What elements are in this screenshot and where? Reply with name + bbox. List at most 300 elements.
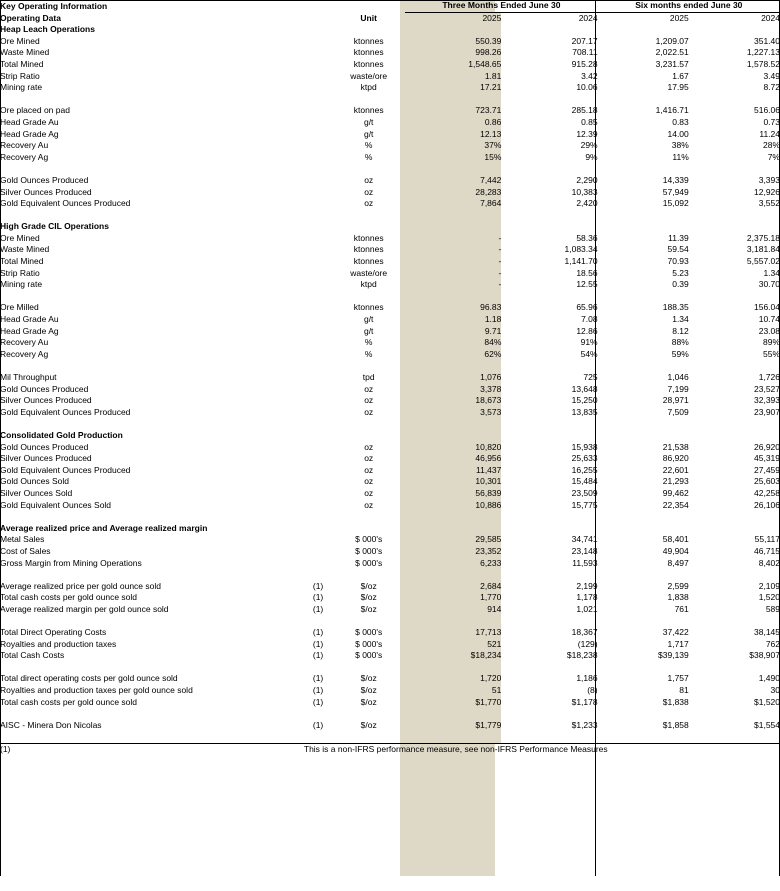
table-row	[0, 627, 780, 639]
row-note-marker	[304, 175, 332, 187]
value-q2-2025: 1,770	[405, 592, 501, 604]
row-label: Gold Equivalent Ounces Produced	[0, 464, 131, 475]
row-unit: oz	[364, 453, 374, 464]
value-ytd-2024	[689, 615, 780, 627]
row-unit	[332, 615, 405, 627]
spacer-cell	[689, 731, 780, 743]
table-row	[0, 650, 780, 662]
spacer-row	[0, 210, 780, 222]
value-ytd-2024: 26,920	[754, 441, 780, 452]
row-label: Average realized margin per gold ounce sold	[0, 603, 169, 614]
value-ytd-2024: 3.49	[763, 70, 780, 81]
value-q2-2024: $1,233	[571, 719, 598, 730]
spacer-cell	[405, 731, 501, 743]
row-unit: g/t	[363, 325, 374, 336]
value-ytd-2024: 589	[765, 603, 780, 614]
row-label: Total direct operating costs per gold ounce sold	[0, 673, 178, 684]
row-label: AISC - Minera Don Nicolas	[0, 719, 102, 730]
value-ytd-2025	[598, 662, 689, 674]
row-unit: oz	[364, 383, 374, 394]
row-note-marker	[304, 36, 332, 48]
section-header-blank	[689, 24, 780, 36]
table-row	[0, 256, 780, 268]
row-note-marker: (1)	[312, 592, 324, 603]
value-q2-2024: 23,148	[571, 545, 598, 556]
value-q2-2025	[405, 569, 501, 581]
value-ytd-2025: 1,046	[667, 372, 689, 382]
value-q2-2025: 521	[405, 639, 501, 651]
spacer-cell	[304, 731, 332, 743]
value-q2-2024: 34,741	[571, 534, 598, 545]
row-label: Silver Ounces Produced	[0, 395, 92, 406]
table-row	[0, 697, 780, 709]
row-note-marker	[304, 326, 332, 338]
value-q2-2025: 18,673	[405, 395, 501, 407]
row-unit: ktonnes	[353, 232, 384, 243]
spacer-cell	[405, 210, 501, 222]
value-ytd-2025: 11%	[672, 151, 689, 162]
row-unit: $/oz	[360, 673, 377, 684]
year-2024-ytd: 2024	[761, 12, 780, 23]
value-q2-2025: 23,352	[405, 546, 501, 558]
value-q2-2025: 550.39	[405, 36, 501, 48]
value-ytd-2025: 7,199	[667, 383, 689, 394]
value-q2-2025: $1,779	[405, 720, 501, 732]
spacer-cell	[598, 731, 689, 743]
value-q2-2025: -	[405, 233, 501, 245]
row-label	[0, 615, 304, 627]
row-note-marker	[304, 233, 332, 245]
value-q2-2025	[405, 163, 501, 175]
value-q2-2024: 10.06	[576, 82, 598, 93]
table-row	[0, 685, 780, 697]
value-q2-2025: 3,573	[405, 407, 501, 419]
table-row	[0, 198, 780, 210]
value-ytd-2025: $1,858	[662, 719, 689, 730]
row-unit: $ 000's	[355, 650, 383, 661]
spacer-cell	[332, 731, 405, 743]
row-unit: $/oz	[360, 592, 377, 603]
spacer-row	[0, 708, 780, 720]
row-unit: $/oz	[360, 696, 377, 707]
value-ytd-2025: 70.93	[667, 256, 689, 267]
row-note-marker	[304, 59, 332, 71]
value-q2-2024: 18,367	[571, 627, 598, 638]
value-ytd-2025: 58,401	[662, 534, 689, 545]
value-q2-2024: 23,509	[571, 487, 598, 498]
value-q2-2024: $1,178	[571, 696, 598, 707]
value-ytd-2025: $1,838	[662, 696, 689, 707]
table-row	[0, 395, 780, 407]
value-ytd-2024: 30	[770, 685, 780, 696]
value-q2-2024: 2,290	[576, 174, 598, 185]
value-ytd-2025: 1,757	[667, 673, 689, 684]
row-note-marker: (1)	[312, 685, 324, 696]
row-label	[0, 94, 304, 106]
value-q2-2025: 84%	[405, 337, 501, 349]
value-q2-2025: 1.81	[405, 71, 501, 83]
row-label: Head Grade Au	[0, 314, 59, 325]
row-note-marker	[304, 302, 332, 314]
row-note-marker	[304, 488, 332, 500]
row-note-marker	[304, 117, 332, 129]
row-label: Recovery Ag	[0, 348, 49, 359]
row-note-marker	[304, 314, 332, 326]
value-ytd-2025: 22,354	[662, 499, 689, 510]
section-header-blank	[689, 221, 780, 233]
row-label: Waste Mined	[0, 47, 50, 58]
row-note-marker	[304, 708, 332, 720]
value-q2-2025: $1,770	[405, 697, 501, 709]
table-row	[0, 105, 780, 117]
section-header-blank	[501, 523, 597, 535]
value-ytd-2025: 2,599	[667, 580, 689, 591]
row-unit: oz	[364, 464, 374, 475]
value-ytd-2025: 99,462	[662, 487, 689, 498]
value-ytd-2024: 1,578.52	[746, 58, 780, 69]
value-ytd-2024: 27,459	[754, 464, 780, 475]
value-q2-2024: 12.39	[576, 128, 598, 139]
value-q2-2025: -	[405, 268, 501, 280]
value-ytd-2024: 1,227.13	[746, 47, 780, 58]
value-ytd-2025	[598, 360, 689, 372]
page-title: Key Operating Information	[0, 0, 108, 11]
row-label	[0, 291, 304, 303]
value-q2-2025: 17.21	[405, 82, 501, 94]
value-ytd-2024	[689, 662, 780, 674]
value-q2-2025: 0.86	[405, 117, 501, 129]
value-q2-2025: -	[405, 244, 501, 256]
value-q2-2025: 51	[405, 685, 501, 697]
row-label: Royalties and production taxes	[0, 638, 117, 649]
section-header-blank	[689, 523, 780, 535]
value-q2-2025: 1,548.65	[405, 59, 501, 71]
value-q2-2024: 18.56	[576, 267, 598, 278]
row-unit: %	[364, 337, 373, 348]
value-q2-2025: $18,234	[405, 650, 501, 662]
value-q2-2024: 15,484	[571, 476, 598, 487]
row-unit: %	[364, 140, 373, 151]
row-note-marker	[304, 465, 332, 477]
row-unit: tpd	[362, 372, 375, 382]
value-ytd-2025: $39,139	[658, 650, 689, 661]
row-note-marker: (1)	[312, 627, 324, 638]
row-note-marker	[304, 453, 332, 465]
value-ytd-2025	[598, 708, 689, 720]
value-ytd-2025	[598, 291, 689, 303]
value-ytd-2024: 1,520	[758, 592, 780, 603]
row-unit: $ 000's	[355, 627, 383, 638]
value-ytd-2024: 3,393	[758, 174, 780, 185]
value-q2-2025: 12.13	[405, 129, 501, 141]
value-ytd-2024	[689, 163, 780, 175]
row-label: Gold Equivalent Ounces Produced	[0, 406, 131, 417]
row-label: Royalties and production taxes per gold ounce sold	[0, 685, 193, 696]
header-spacer-unit	[332, 0, 405, 12]
table-row	[0, 337, 780, 349]
row-label	[0, 360, 304, 372]
value-ytd-2024: 28%	[762, 140, 780, 151]
row-unit: ktpd	[360, 82, 377, 93]
value-ytd-2024: 10.74	[758, 314, 780, 325]
row-note-marker	[304, 268, 332, 280]
value-ytd-2025: 38%	[671, 140, 689, 151]
spacer-row	[0, 731, 780, 743]
value-ytd-2024: 1,490	[758, 673, 780, 684]
section-title: Average realized price and Average realized margin	[0, 522, 208, 533]
table-row	[0, 47, 780, 59]
spacer-row	[0, 94, 780, 106]
year-2024-q2: 2024	[578, 12, 598, 23]
row-label: Head Grade Au	[0, 116, 59, 127]
row-unit	[332, 662, 405, 674]
value-ytd-2025: 81	[679, 685, 689, 696]
value-q2-2024: (8)	[587, 685, 598, 696]
value-q2-2024: 65.96	[576, 302, 598, 313]
spacer-cell	[598, 511, 689, 523]
value-q2-2024: 7.08	[581, 314, 598, 325]
value-q2-2024: 29%	[580, 140, 598, 151]
spacer-row	[0, 569, 780, 581]
row-label: Head Grade Ag	[0, 325, 59, 336]
row-label: Head Grade Ag	[0, 128, 59, 139]
spacer-row	[0, 662, 780, 674]
row-label: Waste Mined	[0, 244, 50, 255]
value-q2-2024	[501, 615, 597, 627]
year-2025-ytd: 2025	[669, 12, 689, 23]
value-q2-2024	[501, 708, 597, 720]
row-label: Total Mined	[0, 58, 44, 69]
row-note-marker: (1)	[312, 650, 324, 661]
row-label: Metal Sales	[0, 534, 45, 545]
value-q2-2024: 91%	[580, 337, 598, 348]
value-q2-2024: 13,835	[571, 406, 598, 417]
value-ytd-2025: 5.23	[672, 267, 689, 278]
row-note-marker	[304, 569, 332, 581]
value-ytd-2024: 156.04	[754, 302, 780, 313]
value-ytd-2024: 30.70	[758, 279, 780, 290]
value-ytd-2025: 28,971	[662, 395, 689, 406]
value-q2-2025	[405, 615, 501, 627]
value-ytd-2025	[598, 569, 689, 581]
value-ytd-2024: $1,520	[754, 696, 780, 707]
value-q2-2025: 1,076	[405, 372, 501, 384]
value-q2-2024: 58.36	[576, 232, 598, 243]
value-q2-2024: 3.42	[581, 70, 598, 81]
header-row-years	[0, 12, 780, 24]
table-row	[0, 314, 780, 326]
value-ytd-2025	[598, 163, 689, 175]
value-ytd-2024	[689, 569, 780, 581]
value-ytd-2024: 46,715	[754, 545, 780, 556]
spacer-cell	[332, 210, 405, 222]
value-q2-2025: 15%	[405, 152, 501, 164]
spacer-row	[0, 291, 780, 303]
row-label: Ore placed on pad	[0, 105, 70, 116]
row-note-marker	[304, 534, 332, 546]
spacer-cell	[689, 511, 780, 523]
row-unit: ktonnes	[353, 302, 384, 313]
value-ytd-2024: 23,907	[754, 406, 780, 417]
year-2025-q2: 2025	[405, 12, 501, 24]
row-note-marker	[304, 395, 332, 407]
row-unit: ktpd	[360, 279, 377, 290]
value-ytd-2024: 1,726	[758, 372, 780, 382]
value-ytd-2025: 57,949	[662, 186, 689, 197]
row-note-marker	[304, 337, 332, 349]
row-note-marker	[304, 372, 332, 384]
value-q2-2024	[501, 662, 597, 674]
value-q2-2025: 998.26	[405, 47, 501, 59]
value-ytd-2024: 45,319	[754, 453, 780, 464]
value-q2-2024: 25,633	[571, 453, 598, 464]
value-ytd-2024	[689, 291, 780, 303]
value-q2-2025: 10,820	[405, 442, 501, 454]
spacer-row	[0, 418, 780, 430]
row-unit: ktonnes	[353, 105, 384, 116]
row-unit: oz	[364, 476, 374, 487]
value-ytd-2025: 1.67	[672, 70, 689, 81]
value-q2-2025: 62%	[405, 349, 501, 361]
page-subtitle: Operating Data	[0, 12, 61, 23]
row-label: Ore Mined	[0, 35, 40, 46]
table-row	[0, 534, 780, 546]
section-header-blank	[405, 430, 501, 442]
row-unit	[332, 708, 405, 720]
row-label	[0, 163, 304, 175]
spacer-row	[0, 163, 780, 175]
row-unit: oz	[364, 406, 374, 417]
value-ytd-2025: 17.95	[667, 82, 689, 93]
spacer-cell	[405, 418, 501, 430]
value-q2-2025: 3,378	[405, 384, 501, 396]
value-q2-2025	[405, 662, 501, 674]
row-label: Silver Ounces Produced	[0, 186, 92, 197]
value-q2-2024: $18,238	[566, 650, 598, 661]
row-unit: oz	[364, 441, 374, 452]
row-note-marker	[304, 662, 332, 674]
row-unit	[332, 163, 405, 175]
row-label: Mining rate	[0, 279, 43, 290]
value-ytd-2025: 49,904	[662, 545, 689, 556]
value-q2-2025: 28,283	[405, 187, 501, 199]
value-q2-2024	[501, 94, 597, 106]
value-q2-2024: 15,938	[571, 441, 598, 452]
footnote-text: This is a non-IFRS performance measure, see non-IFRS Performance Measures	[304, 744, 780, 756]
value-ytd-2024: 0.73	[763, 116, 780, 127]
value-q2-2025: 56,839	[405, 488, 501, 500]
row-unit: $/oz	[360, 719, 377, 730]
value-ytd-2024: 5,557.02	[746, 256, 780, 267]
value-ytd-2024: 2,109	[758, 580, 780, 591]
value-q2-2024: 9%	[585, 151, 598, 162]
value-q2-2025: 17,713	[405, 627, 501, 639]
value-ytd-2025: 15,092	[662, 198, 689, 209]
value-q2-2025: -	[405, 279, 501, 291]
value-ytd-2024: 38,145	[754, 627, 780, 638]
spacer-cell	[0, 210, 304, 222]
value-ytd-2025: 0.39	[672, 279, 689, 290]
row-note-marker	[304, 256, 332, 268]
row-label: Strip Ratio	[0, 70, 40, 81]
value-ytd-2024: 55,117	[754, 534, 780, 545]
spacer-cell	[598, 418, 689, 430]
row-unit: waste/ore	[350, 70, 388, 81]
row-note-marker	[304, 105, 332, 117]
value-q2-2024: (129)	[577, 638, 598, 649]
spacer-cell	[501, 511, 597, 523]
row-label: Gold Ounces Produced	[0, 441, 89, 452]
row-label: Gold Ounces Produced	[0, 383, 89, 394]
value-q2-2025: 46,956	[405, 453, 501, 465]
spacer-cell	[0, 731, 304, 743]
value-ytd-2024: $38,907	[749, 650, 780, 661]
value-q2-2024: 16,255	[571, 464, 598, 475]
row-unit: %	[364, 151, 373, 162]
value-ytd-2025: 2,022.51	[655, 47, 689, 58]
row-label	[0, 569, 304, 581]
section-header-row	[0, 221, 780, 233]
value-ytd-2024: 12,926	[754, 186, 780, 197]
row-unit: ktonnes	[353, 58, 384, 69]
row-unit: g/t	[363, 128, 374, 139]
row-unit: $/oz	[360, 580, 377, 591]
table-row	[0, 407, 780, 419]
row-note-marker	[304, 500, 332, 512]
value-ytd-2025: 8,497	[667, 557, 689, 568]
section-header-blank	[598, 430, 689, 442]
row-label: Recovery Ag	[0, 151, 49, 162]
row-note-marker	[304, 558, 332, 570]
row-unit	[332, 360, 405, 372]
table-row	[0, 82, 780, 94]
row-label	[0, 662, 304, 674]
value-ytd-2025: 1,838	[667, 592, 689, 603]
value-q2-2024: 15,775	[571, 499, 598, 510]
value-ytd-2025: 1,717	[667, 638, 689, 649]
spacer-cell	[0, 511, 304, 523]
value-ytd-2024: 23,527	[754, 383, 780, 394]
row-label: Gold Equivalent Ounces Sold	[0, 499, 112, 510]
section-header-blank	[598, 523, 689, 535]
row-unit: $ 000's	[355, 557, 383, 568]
row-unit: oz	[364, 487, 374, 498]
value-ytd-2025: 8.12	[672, 325, 689, 336]
table-row	[0, 500, 780, 512]
table-row	[0, 326, 780, 338]
value-q2-2024: 1,141.70	[564, 256, 598, 267]
row-unit: %	[364, 348, 373, 359]
value-q2-2025: 723.71	[405, 105, 501, 117]
table-row	[0, 384, 780, 396]
value-q2-2024	[501, 291, 597, 303]
value-q2-2025: 10,886	[405, 500, 501, 512]
value-ytd-2024: 3,552	[758, 198, 780, 209]
value-ytd-2024: 516.06	[754, 105, 780, 116]
row-note-marker	[304, 349, 332, 361]
value-ytd-2024: 89%	[762, 337, 780, 348]
row-unit: $ 000's	[355, 638, 383, 649]
value-q2-2024: 1,186	[576, 673, 598, 684]
section-header-blank	[689, 430, 780, 442]
row-label: Mining rate	[0, 82, 43, 93]
table-row	[0, 488, 780, 500]
table-row	[0, 129, 780, 141]
value-q2-2024	[501, 163, 597, 175]
value-q2-2024: 2,199	[576, 580, 598, 591]
section-title: Consolidated Gold Production	[0, 429, 123, 440]
row-note-marker	[304, 129, 332, 141]
